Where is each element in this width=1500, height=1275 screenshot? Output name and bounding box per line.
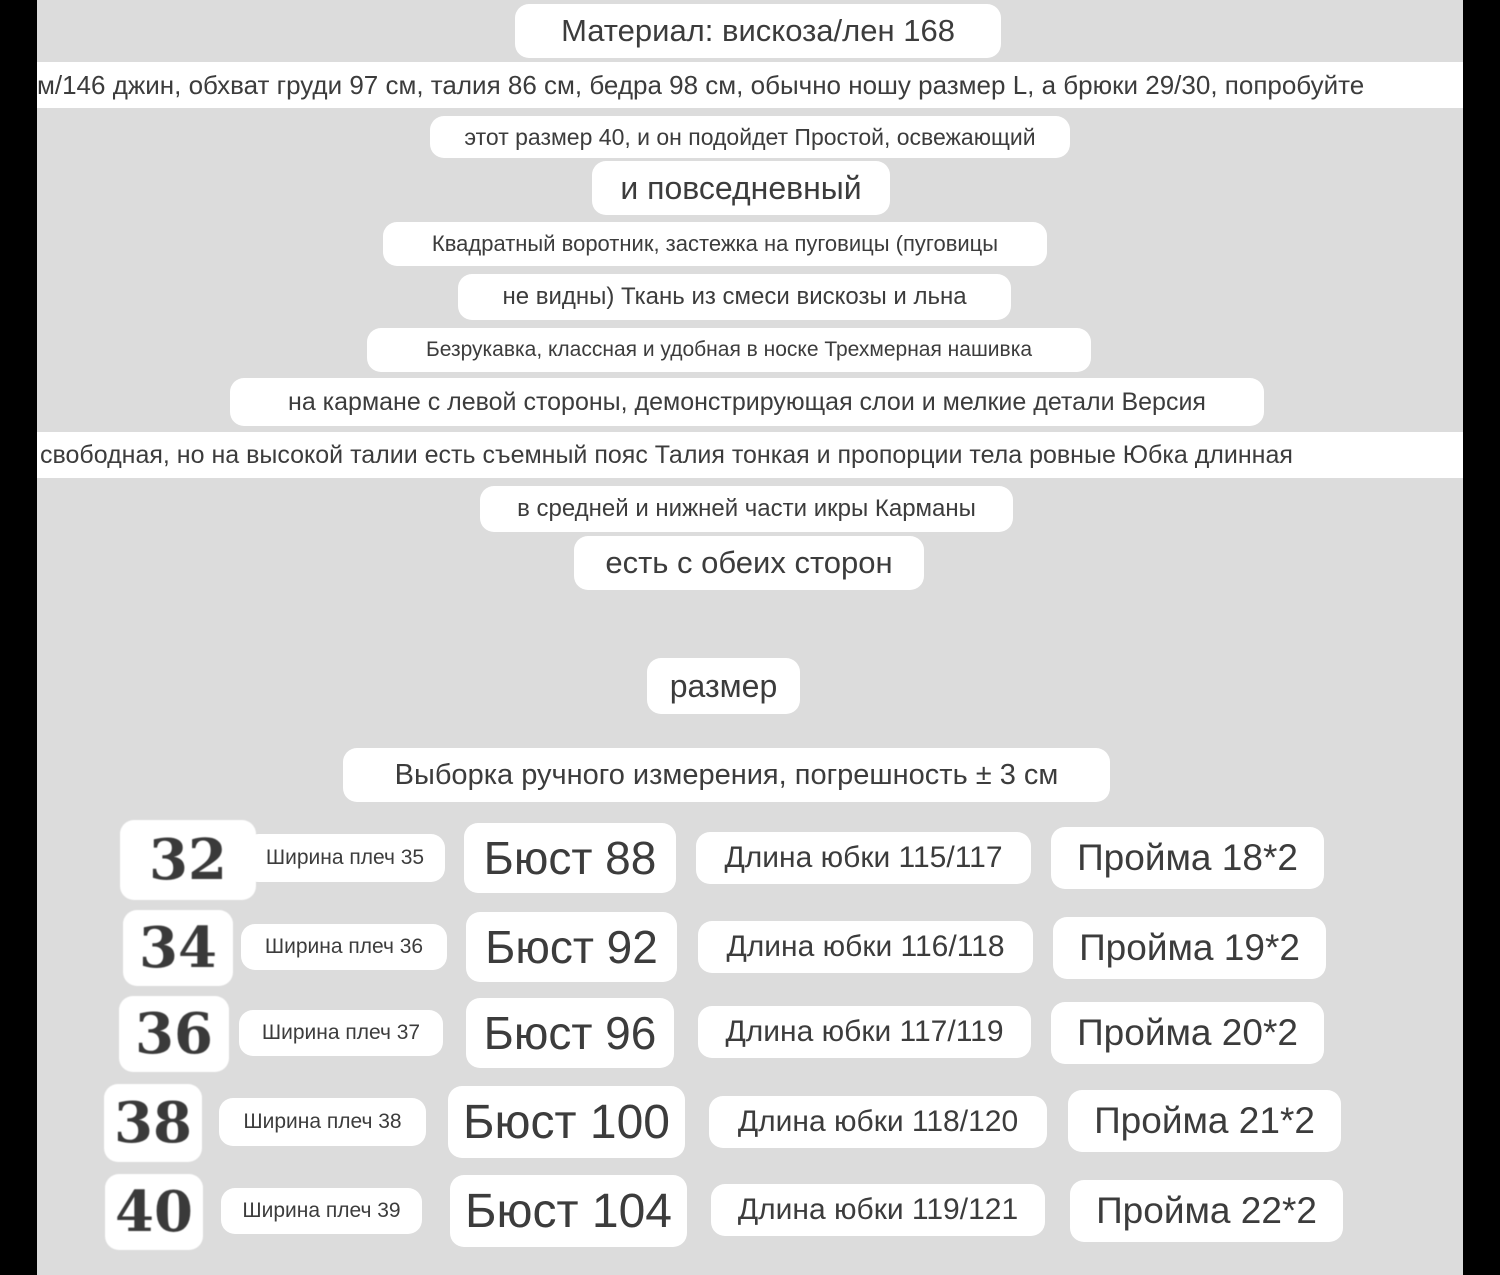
size-label: 38 [104, 1084, 202, 1162]
description-line-7: Безрукавка, классная и удобная в носке Трехмерная нашивка [367, 328, 1091, 372]
shoulder-width: Ширина плеч 38 [219, 1098, 426, 1146]
bust-measure: Бюст 92 [466, 912, 677, 982]
description-line-3: этот размер 40, и он подойдет Простой, освежающий [430, 116, 1070, 158]
size-label: 36 [119, 996, 229, 1072]
shoulder-width: Ширина плеч 37 [239, 1010, 443, 1056]
skirt-length: Длина юбки 118/120 [709, 1096, 1047, 1148]
armhole-measure: Пройма 19*2 [1053, 917, 1326, 979]
bust-measure: Бюст 100 [448, 1086, 685, 1158]
armhole-measure: Пройма 21*2 [1068, 1090, 1341, 1152]
armhole-measure: Пройма 18*2 [1051, 827, 1324, 889]
skirt-length: Длина юбки 119/121 [711, 1184, 1045, 1236]
shoulder-width: Ширина плеч 35 [245, 834, 445, 882]
size-label: 34 [123, 910, 233, 986]
description-line-11: есть с обеих сторон [574, 536, 924, 590]
bust-measure: Бюст 104 [450, 1175, 687, 1247]
description-line-8: на кармане с левой стороны, демонстрирующая слои и мелкие детали Версия [230, 378, 1264, 426]
shoulder-width: Ширина плеч 39 [221, 1188, 422, 1234]
skirt-length: Длина юбки 117/119 [698, 1006, 1031, 1058]
size-section-title: размер [647, 658, 800, 714]
description-line-4: и повседневный [592, 161, 890, 215]
measurement-note: Выборка ручного измерения, погрешность ± 3 см [343, 748, 1110, 802]
description-line-1: Материал: вискоза/лен 168 [515, 4, 1001, 58]
shoulder-width: Ширина плеч 36 [241, 924, 447, 970]
bust-measure: Бюст 88 [464, 823, 676, 893]
armhole-measure: Пройма 22*2 [1070, 1180, 1343, 1242]
size-label: 32 [120, 820, 256, 900]
bust-measure: Бюст 96 [466, 998, 674, 1068]
description-line-9: свободная, но на высокой талии есть съемный пояс Талия тонкая и пропорции тела ровные Юбка длинная [37, 432, 1463, 478]
skirt-length: Длина юбки 116/118 [698, 921, 1033, 973]
armhole-measure: Пройма 20*2 [1051, 1002, 1324, 1064]
description-line-6: не видны) Ткань из смеси вискозы и льна [458, 274, 1011, 320]
skirt-length: Длина юбки 115/117 [696, 832, 1031, 884]
product-description-image [37, 0, 1463, 1275]
description-line-10: в средней и нижней части икры Карманы [480, 486, 1013, 532]
description-line-2: м/146 джин, обхват груди 97 см, талия 86 см, бедра 98 см, обычно ношу размер L, а брюки 29/30, попробуйте [37, 62, 1463, 108]
description-line-5: Квадратный воротник, застежка на пуговицы (пуговицы [383, 222, 1047, 266]
size-label: 40 [105, 1174, 203, 1250]
